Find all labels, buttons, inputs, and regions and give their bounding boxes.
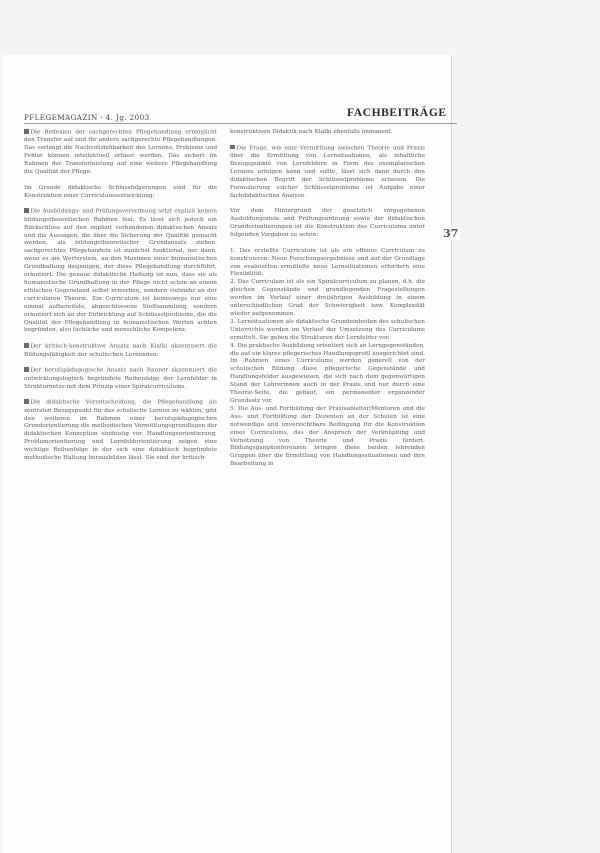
- paragraph: [24, 208, 217, 335]
- paragraph-text: Die Frage, wie eine Vermittlung zwischen Theorie und Praxis über die Ermittlung von Lernsituationen, als inhaltliche Bezugspunkte von Lernfeldern in Form des exemplarischen Lernens erfolgen kann und sollte, lässt sich dann durch den didaktischen Begriff der Schlüsselprobleme erfassen. Die Formulierung solcher Schlüsselprobleme ist Aufgabe einer fachdidaktischen Analyse.: [230, 145, 425, 199]
- bullet-square-icon: [24, 343, 29, 348]
- paragraph-text: Im Grunde didaktische Schlussfolgerungen sind für die Konstruktion einer Curriculumsentwicklung:: [24, 184, 217, 199]
- bullet-square-icon: [230, 145, 235, 150]
- page-number: 37: [443, 227, 459, 240]
- paragraph-text: 4. Die praktische Ausbildung orientiert sich an Lerngegenständen, die auf ein klares pflegerisches Handlungsprofil ausgerichtet sind. Im Rahmen eines Curriculums werden generell von der schulischen Bildung diese pflegerische Gegenstände und Handlungsfelder ausgewiesen, die sich nach dem gegenwärtigen Stand der Lehrerinnen auch in der Praxis und nur durch eine Theorie-Seite, die gebaut, ein permanenter ergänzender Grundsatz vor.: [230, 342, 425, 404]
- paragraph: [24, 367, 217, 391]
- paragraph-text: Vor dem Hintergrund der gesetzlich vorgegebenen Ausbildungsziele und Prüfungsordnung sowie der didaktischen Grundorientierungen ist die Konstruktion des Curriculums unter folgenden Vorgaben zu sehen:: [230, 208, 425, 239]
- paragraph: [230, 248, 425, 280]
- paragraph-text: 3. Lernsituationen als didaktische Grundeinheiten des schulischen Unterrichts werden im Verlauf der Umsetzung des Curriculums ermittelt. Sie geben die Strukturen der Lernfelder vor.: [230, 318, 425, 341]
- header-rule: [24, 123, 457, 124]
- bullet-square-icon: [24, 208, 29, 213]
- journal-header: PFLEGEMAGAZIN · 4. Jg. 2003: [24, 113, 150, 122]
- paragraph: [24, 129, 217, 177]
- paragraph-text: 1. Das erstellte Curriculum ist als ein offenes Curriculum zu konstruieren. Neue Forschungsergebnisse und auf der Grundlage von evaluierten ermittelte neue Lernsituationen erfordern eine Flexibilität.: [230, 247, 425, 278]
- paragraph: [24, 399, 217, 463]
- section-title: FACHBEITRÄGE: [347, 107, 447, 119]
- paragraph-text: Die Reflexion der sachgerechten Pflegehandlung ermöglicht den Transfer auf und für andere sachgerechte Pflegehandlungen. Das verlangt die Nachvollziehbarkeit des Lernens, Probleme und Fehler können intellektuell erfasst werden. Das sichert im Rahmen der Transferleistung auf eine weitere Pflegehandlung die Qualität der Pflege.: [24, 129, 217, 176]
- paragraph-text: 2. Das Curriculum ist als ein Spiralcurriculum zu planen, d.h. die gleichen Gegenstände und grundlegenden Fragestellungen werden im Verlauf einer dreijährigen Ausbildung in einem unterschiedlichen Grad der Schwierigkeit bzw. Komplexität wieder aufgenommen.: [230, 279, 425, 318]
- paragraph: [230, 279, 425, 319]
- paragraph-text: Die didaktische Vorentscheidung, die Pflegehandlung als zentralen Bezugspunkt für das schulische Lernen zu wählen, gibt den weiteren im Rahmen einer berufspädagogischen Grundorientierung die methodischen Vermittlungsgrundlagen der didaktischen Konzeption eindeutig vor. Handlungsorientierung, Problemorientierung und Lernfeldorientierung zeigen eine wichtige Reihenfolge in der sich eine didaktisch begründete methodische Haltung herausbilden lässt. Sie sind der kritisch-: [24, 399, 218, 462]
- paragraph-text: Der kritisch-konstruktive Ansatz nach Klafki akzentuiert die Bildungsfähigkeit der schulischen Lernenden.: [24, 343, 217, 358]
- paragraph: [230, 145, 425, 201]
- bullet-square-icon: [24, 399, 29, 404]
- paragraph-text: Die Ausbildungs- und Prüfungsverordnung setzt explizit keinen bildungstheoretischen Rahmen fest. Es lässt sich jedoch ein Rückschluss auf den implizit vorhandenen didaktischen Ansatz und die Aussagen, die über die Sicherung der Qualität gemacht werden, als bildungstheoretischer Grundansatz ziehen: sachgerechtes Pflegehandeln ist zunächst funktional, nur dann, wenn es am Wertsystem, an den Maximen einer humanistischen Grundhaltung desjenigen, der diese Pflegehandlung durchführt, orientiert. Die genaue didaktische Haltung ist nun, dass sie als humanistische Grundhaltung in der Pflege nicht schon an einem ethischen Gegenstand selbst erwerben, sondern vielmehr an der curricularen Theorie. Ein Curriculum ist keineswegs nur eine einmal aufbereitete, abgeschlossene Stoffsammlung, sondern orientiert sich an der Entwicklung auf Schlüsselprobleme, die die Qualität der Pflegehandlung in humanistischen Werten achten begründen, also fachliche und menschliche Kompetenz.: [24, 208, 217, 334]
- left-column: [24, 129, 217, 471]
- paragraph: [230, 343, 425, 406]
- paragraph-text: 5. Die Aus- und Fortbildung der Praxisanleiter/Mentoren und die Aus- und Fortbildung der Dozenten an der Schulen ist eine notwendige und unverzichtbare Bedingung für die Konstruktion eines Curriculums, das der Anspruch der Verknüpfung und Vernetzung von Theorie und Praxis fordert. Bildungsgangkonferenzen bringen diese beiden lehrenden Gruppen über die Ermittlung von Handlungssituationen und ihre Bearbeitung in: [230, 405, 425, 468]
- paragraph: [24, 185, 217, 201]
- paragraph: [230, 208, 425, 240]
- right-column: [230, 129, 425, 469]
- paragraph: [230, 319, 425, 343]
- bullet-square-icon: [24, 129, 29, 134]
- paragraph: [24, 343, 217, 359]
- bullet-square-icon: [24, 367, 29, 372]
- paragraph: [230, 406, 425, 469]
- paragraph-text: Der berufspädagogische Ansatz nach Rauner akzentuiert die entwicklungslogisch begründete Reihenfolge der Lernfelder in Strukturnetze mit dem Prinzip einer Spiralcurriculums.: [24, 367, 217, 390]
- paragraph: [230, 129, 425, 137]
- paragraph-text: konstruktiven Didaktik nach Klafki ebenfalls immanent.: [230, 129, 393, 135]
